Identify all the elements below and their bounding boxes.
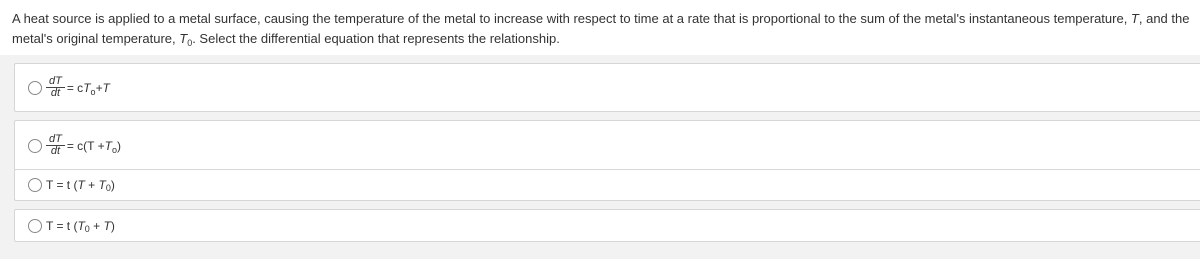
- derivative-fraction: $\frac{dT}{dt}$: [46, 76, 65, 99]
- derivative-fraction: $\frac{dT}{dt}$: [46, 134, 65, 157]
- choice-option-3[interactable]: [14, 169, 1200, 201]
- variable-T0: T: [179, 31, 188, 46]
- choice-option-2[interactable]: [14, 120, 1200, 171]
- radio-button-3[interactable]: [28, 178, 42, 192]
- radio-button-4[interactable]: [28, 219, 42, 233]
- question-text: A heat source is applied to a metal surface, causing the temperature of the metal to increase with respect to time at a rate that is proportional to the sum of the metal's instantaneous temperature, T, and the metal's original temperature, $T_0$. Select the differential equation that represents the relationship.: [12, 11, 1190, 48]
- formula-option-4: T = t $(T_0 + T)$: [46, 218, 115, 234]
- choice-option-4[interactable]: [14, 209, 1200, 242]
- choice-option-1[interactable]: [14, 63, 1200, 112]
- radio-button-1[interactable]: [28, 81, 42, 95]
- formula-option-1: $\frac{dT}{dt}$ = c T o +T: [46, 76, 110, 99]
- formula-option-3: T = t $(T + T_0)$: [46, 178, 115, 193]
- formula-option-2: $\frac{dT}{dt}$ = c(T + T o ): [46, 134, 121, 157]
- answer-choices: [0, 55, 1200, 259]
- variable-T: T: [1130, 11, 1139, 26]
- radio-button-2[interactable]: [28, 139, 42, 153]
